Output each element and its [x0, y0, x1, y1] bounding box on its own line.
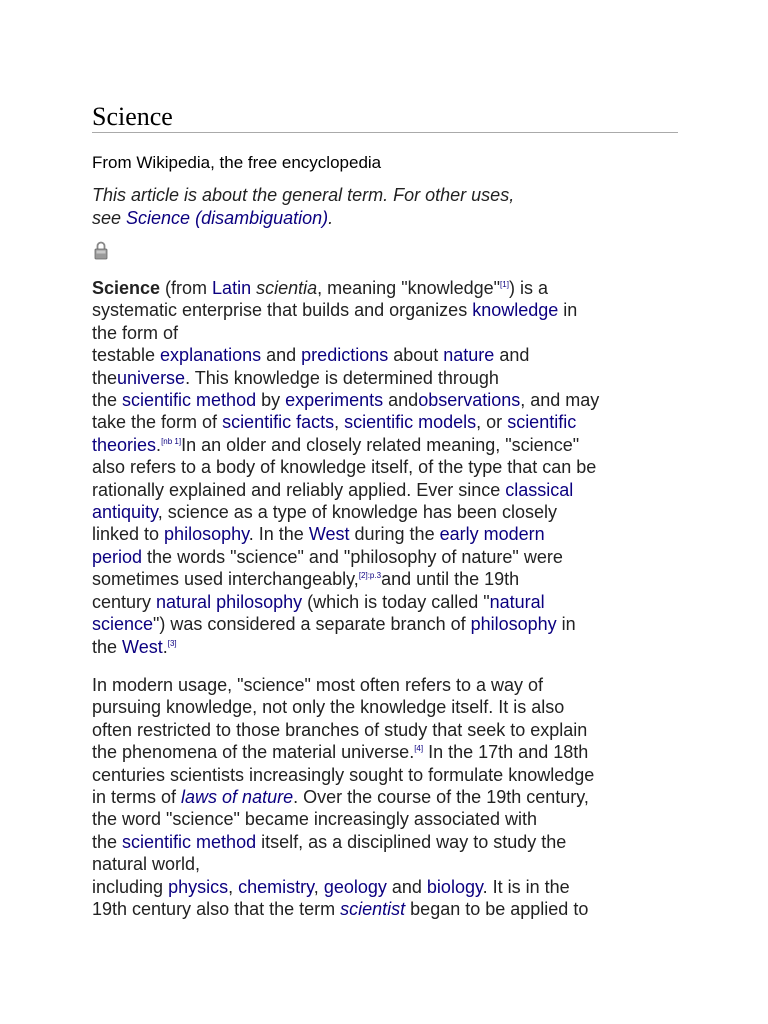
text: In an older and closely related meaning, "science" [181, 434, 580, 455]
text: take the form of [92, 412, 223, 433]
link-scientific-method[interactable]: scientific method [122, 390, 257, 411]
hatnote [92, 184, 514, 230]
text: , or [476, 412, 508, 433]
link-scientific-models[interactable]: scientific models [344, 412, 477, 433]
text: 19th century also that the term [92, 899, 341, 920]
text: the [92, 367, 118, 388]
link-natural-philosophy[interactable]: natural philosophy [156, 591, 303, 612]
text: (from [160, 278, 213, 298]
text: in [556, 614, 576, 635]
link-philosophy[interactable]: philosophy [164, 524, 249, 545]
link-early-modern-period[interactable]: early modern [439, 524, 545, 545]
text: in [558, 300, 578, 321]
link-latin[interactable]: Latin [212, 278, 252, 298]
padlock-icon [94, 240, 108, 260]
link-explanations[interactable]: explanations [160, 345, 262, 366]
hatnote-text: see [92, 208, 127, 228]
italic-term: scientia [256, 278, 318, 298]
link-early-modern-period[interactable]: period [92, 546, 143, 567]
text: the [92, 390, 123, 411]
link-scientific-method[interactable]: scientific method [122, 831, 257, 852]
text: ") was considered a separate branch of [153, 614, 471, 635]
text: the word "science" became increasingly associated with [92, 809, 537, 830]
text: sometimes used interchangeably, [92, 569, 359, 590]
link-geology[interactable]: geology [323, 876, 387, 897]
link-biology[interactable]: biology [426, 876, 483, 897]
text: natural world, [92, 854, 201, 875]
text: century [92, 591, 157, 612]
bold-term: Science [92, 278, 161, 298]
note-nb-1[interactable]: [nb 1] [161, 436, 182, 446]
link-chemistry[interactable]: chemistry [238, 876, 314, 897]
link-natural-science[interactable]: natural [489, 591, 545, 612]
link-classical-antiquity[interactable]: classical [505, 479, 574, 500]
text: . [156, 434, 162, 455]
text: also refers to a body of knowledge itself, of the type that can be [92, 457, 597, 478]
title-underline [92, 132, 678, 133]
text: In the 17th and 18th [423, 742, 589, 763]
text: , and may [520, 390, 600, 411]
text: , [334, 412, 345, 433]
lead-paragraph [92, 277, 678, 658]
link-natural-science[interactable]: science [92, 614, 154, 635]
text: itself, as a disciplined way to study the [256, 831, 567, 852]
link-experiments[interactable]: experiments [285, 390, 384, 411]
text: , meaning "knowledge" [317, 278, 501, 298]
citation-2[interactable]: [2]:p.3 [358, 571, 382, 581]
text: during the [349, 524, 440, 545]
text: and until the 19th [381, 569, 520, 590]
hatnote-text: . [328, 208, 334, 228]
hatnote-text: This article is about the general term. For other uses, [92, 185, 515, 205]
text: centuries scientists increasingly sought to formulate knowledge [92, 764, 595, 785]
text: testable [92, 345, 161, 366]
text: . In the [248, 524, 309, 545]
text: in terms of [92, 787, 182, 808]
text: the [92, 636, 123, 657]
text: . [162, 636, 168, 657]
text: (which is today called " [302, 591, 490, 612]
citation-1[interactable]: [1] [500, 280, 509, 289]
page-title: Science [92, 102, 173, 131]
link-west[interactable]: West [122, 636, 163, 657]
link-laws-of-nature[interactable]: laws of nature [181, 787, 294, 808]
link-predictions[interactable]: predictions [301, 345, 389, 366]
link-physics[interactable]: physics [168, 876, 229, 897]
text: the form of [92, 322, 179, 343]
text: . It is in the [482, 876, 570, 897]
text: . This knowledge is determined through [185, 367, 499, 388]
text: the phenomena of the material universe. [92, 742, 415, 763]
text: the words "science" and "philosophy of nature" were [142, 546, 563, 567]
text: , [313, 876, 324, 897]
link-scientific-theories[interactable]: theories [92, 434, 157, 455]
text: about [388, 345, 444, 366]
text: and [386, 876, 427, 897]
link-philosophy[interactable]: philosophy [470, 614, 557, 635]
link-knowledge[interactable]: knowledge [472, 300, 559, 321]
text: and [383, 390, 419, 411]
link-scientist[interactable]: scientist [340, 899, 406, 920]
text: the [92, 831, 123, 852]
text: including [92, 876, 169, 897]
text: pursuing knowledge, not only the knowledge itself. It is also [92, 697, 565, 718]
link-observations[interactable]: observations [418, 390, 521, 411]
text: linked to [92, 524, 165, 545]
text: and [261, 345, 302, 366]
text: and [494, 345, 530, 366]
link-universe[interactable]: universe [117, 367, 186, 388]
text: ) is a [508, 278, 548, 298]
body-paragraph [92, 674, 678, 920]
citation-4[interactable]: [4] [414, 744, 424, 754]
text: by [256, 390, 286, 411]
text: began to be applied to [405, 899, 589, 920]
disambiguation-link[interactable]: Science (disambiguation) [126, 208, 329, 228]
link-nature[interactable]: nature [443, 345, 495, 366]
text: often restricted to those branches of study that seek to explain [92, 719, 588, 740]
text: , science as a type of knowledge has been closely [157, 502, 557, 523]
link-classical-antiquity[interactable]: antiquity [92, 502, 158, 523]
citation-3[interactable]: [3] [167, 638, 177, 648]
link-scientific-theories[interactable]: scientific [507, 412, 577, 433]
text: systematic enterprise that builds and organizes [92, 300, 473, 321]
text: , [228, 876, 239, 897]
link-scientific-facts[interactable]: scientific facts [222, 412, 335, 433]
site-tagline: From Wikipedia, the free encyclopedia [92, 153, 382, 172]
text: rationally explained and reliably applied. Ever since [92, 479, 506, 500]
text: In modern usage, "science" most often refers to a way of [92, 675, 544, 695]
link-west[interactable]: West [308, 524, 350, 545]
text: . Over the course of the 19th century, [293, 787, 589, 808]
